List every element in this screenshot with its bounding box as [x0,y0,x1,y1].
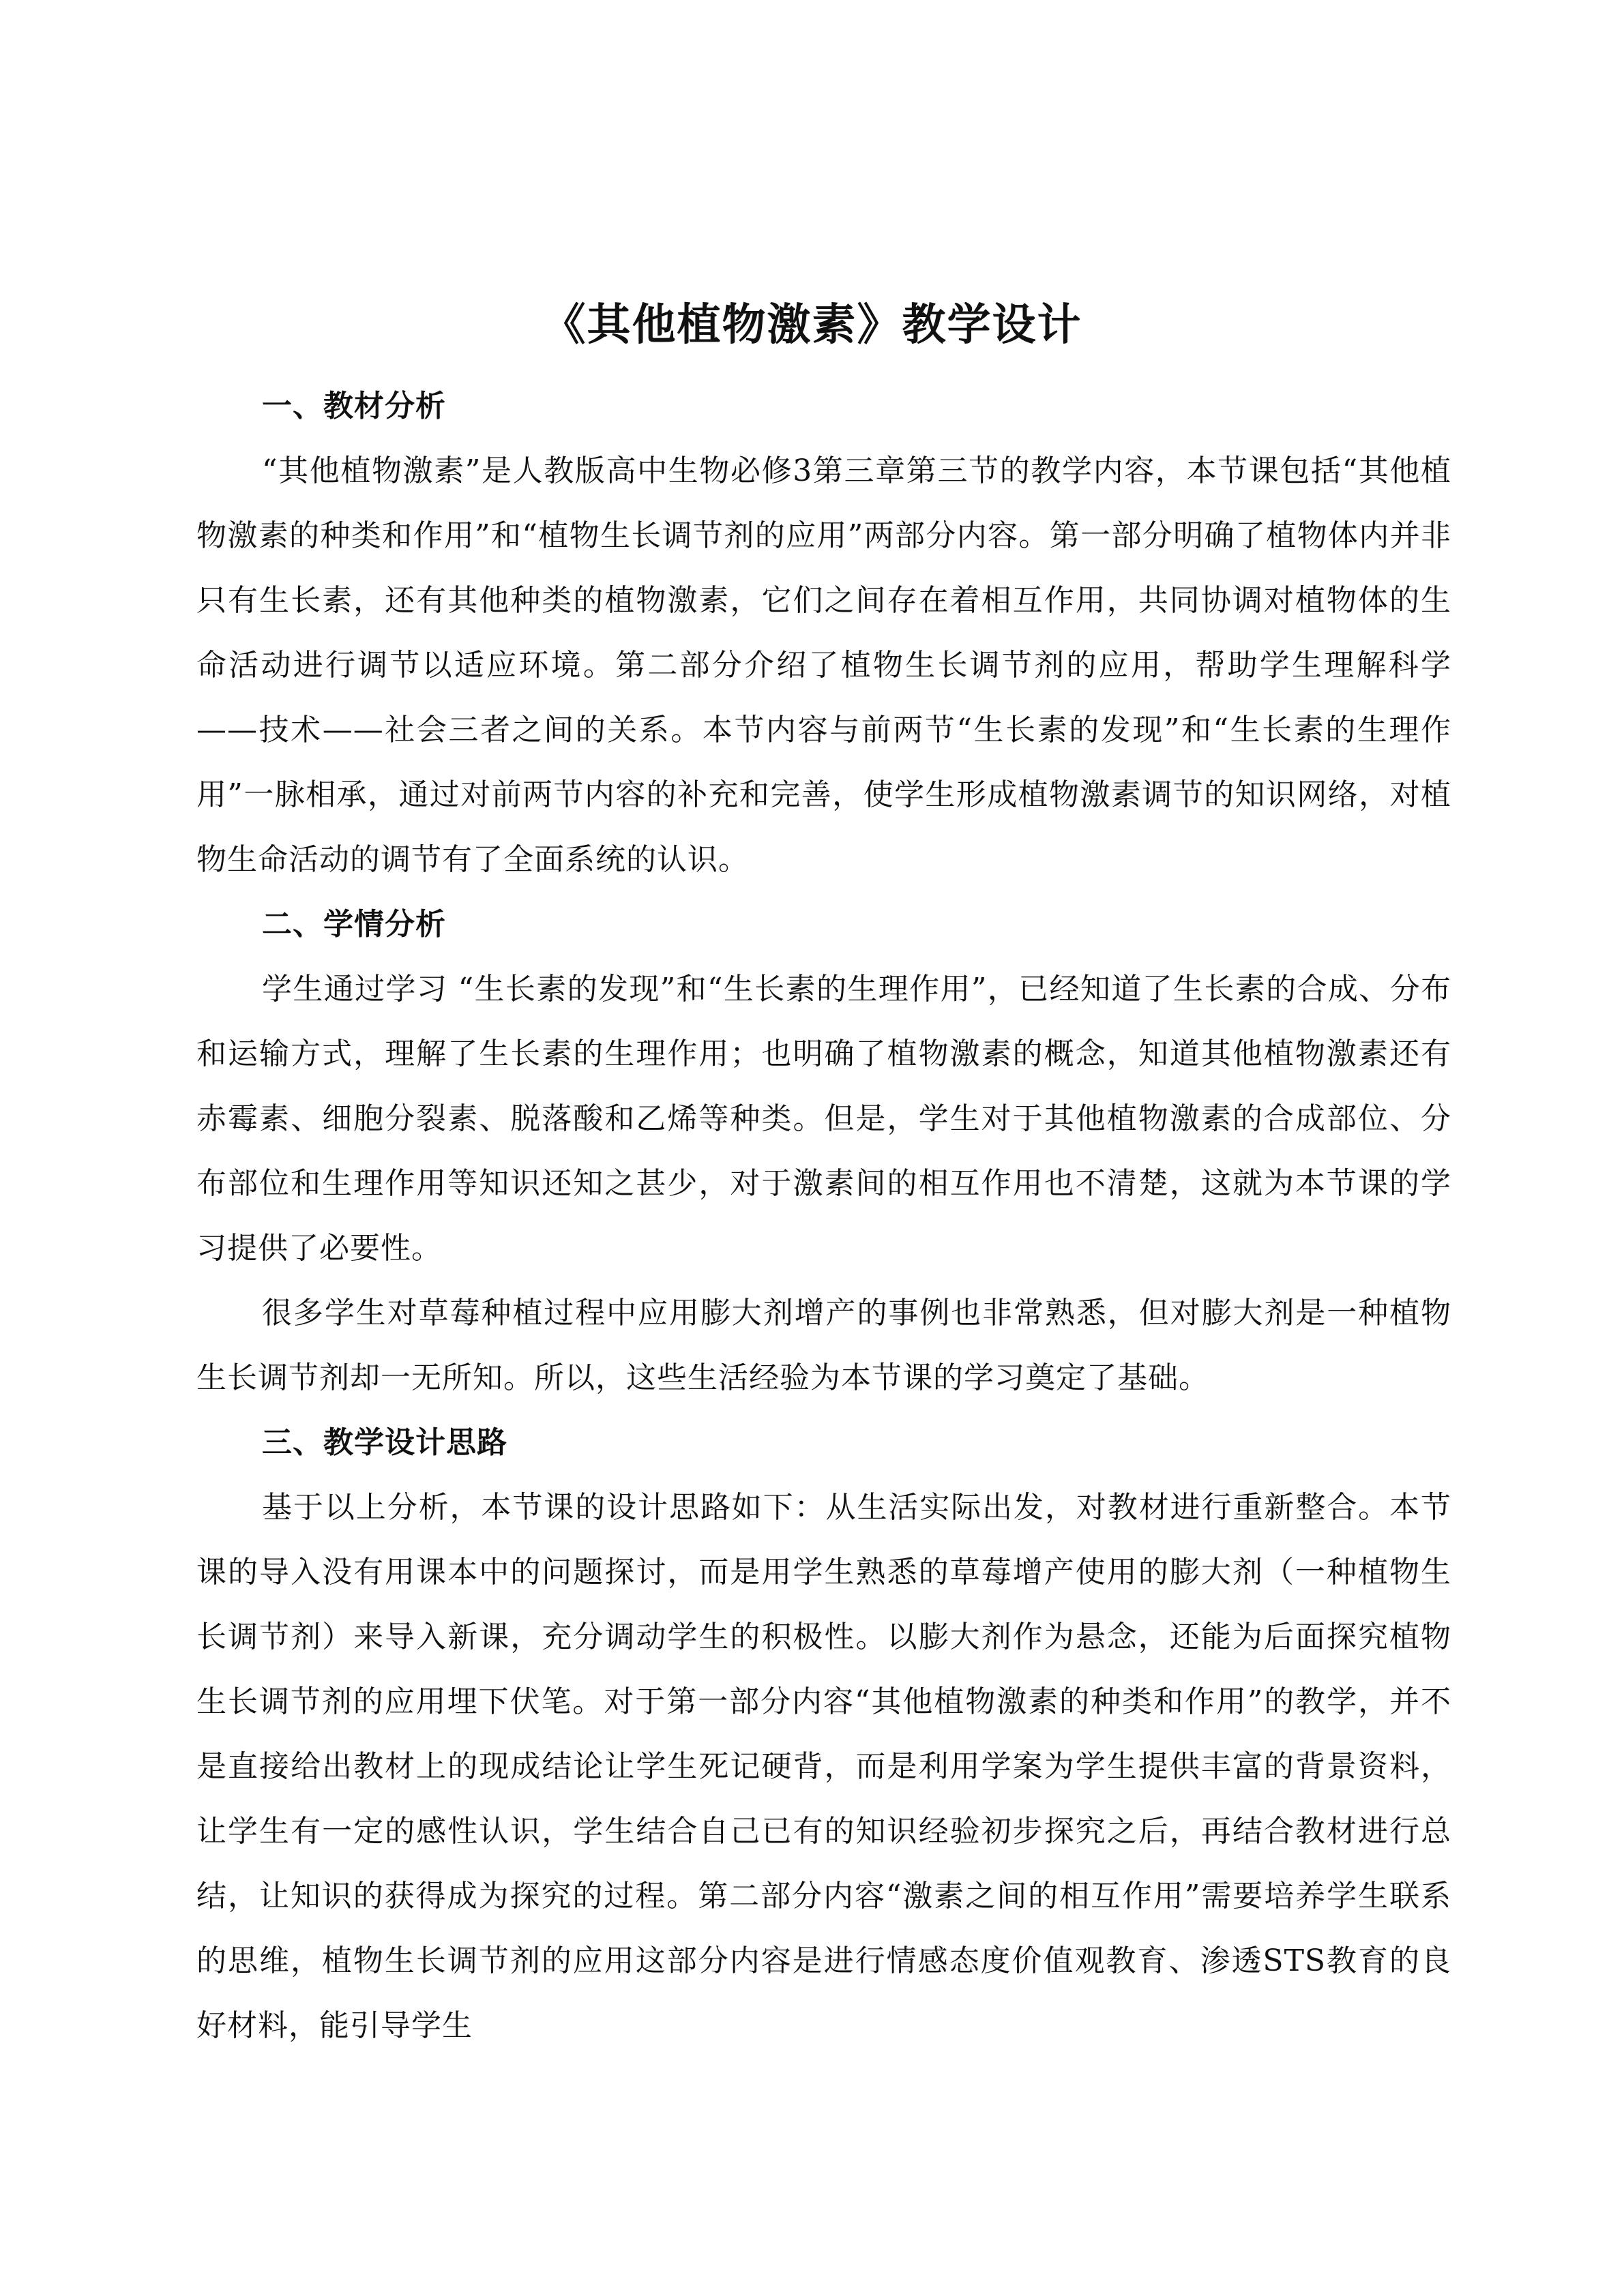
section-paragraph: 基于以上分析，本节课的设计思路如下：从生活实际出发，对教材进行重新整合。本节课的导入没有用课本中的问题探讨，而是用学生熟悉的草莓增产使用的膨大剂（一种植物生长调节剂）来导入新课，充分调动学生的积极性。以膨大剂作为悬念，还能为后面探究植物生长调节剂的应用埋下伏笔。对于第一部分内容“其他植物激素的种类和作用”的教学，并不是直接给出教材上的现成结论让学生死记硬背，而是利用学案为学生提供丰富的背景资料，让学生有一定的感性认识，学生结合自己已有的知识经验初步探究之后，再结合教材进行总结，让知识的获得成为探究的过程。第二部分内容“激素之间的相互作用”需要培养学生联系的思维，植物生长调节剂的应用这部分内容是进行情感态度价值观教育、渗透STS教育的良好材料，能引导学生 [196,1490,1451,2043]
section-heading: 一、教材分析 [262,389,446,423]
section-paragraph: “其他植物激素”是人教版高中生物必修3第三章第三节的教学内容，本节课包括“其他植物激素的种类和作用”和“植物生长调节剂的应用”两部分内容。第一部分明确了植物体内并非只有生长素，还有其他种类的植物激素，它们之间存在着相互作用，共同协调对植物体的生命活动进行调节以适应环境。第二部分介绍了植物生长调节剂的应用，帮助学生理解科学——技术——社会三者之间的关系。本节内容与前两节“生长素的发现”和“生长素的生理作用”一脉相承，通过对前两节内容的补充和完善，使学生形成植物激素调节的知识网络，对植物生命活动的调节有了全面系统的认识。 [196,453,1451,877]
section-heading: 二、学情分析 [262,907,446,942]
section-textbook-analysis [196,374,1451,892]
section-paragraph: 很多学生对草莓种植过程中应用膨大剂增产的事例也非常熟悉，但对膨大剂是一种植物生长调节剂却一无所知。所以，这些生活经验为本节课的学习奠定了基础。 [196,1296,1451,1395]
document-body [196,374,1451,2058]
section-design-ideas [196,1410,1451,2058]
document-title: 《其他植物激素》教学设计 [542,300,1082,351]
section-student-analysis [196,892,1451,1410]
section-heading: 三、教学设计思路 [262,1425,507,1460]
section-paragraph: 学生通过学习 “生长素的发现”和“生长素的生理作用”，已经知道了生长素的合成、分布和运输方式，理解了生长素的生理作用；也明确了植物激素的概念，知道其他植物激素还有赤霉素、细胞分裂素、脱落酸和乙烯等种类。但是，学生对于其他植物激素的合成部位、分布部位和生理作用等知识还知之甚少，对于激素间的相互作用也不清楚，这就为本节课的学习提供了必要性。 [196,972,1451,1266]
